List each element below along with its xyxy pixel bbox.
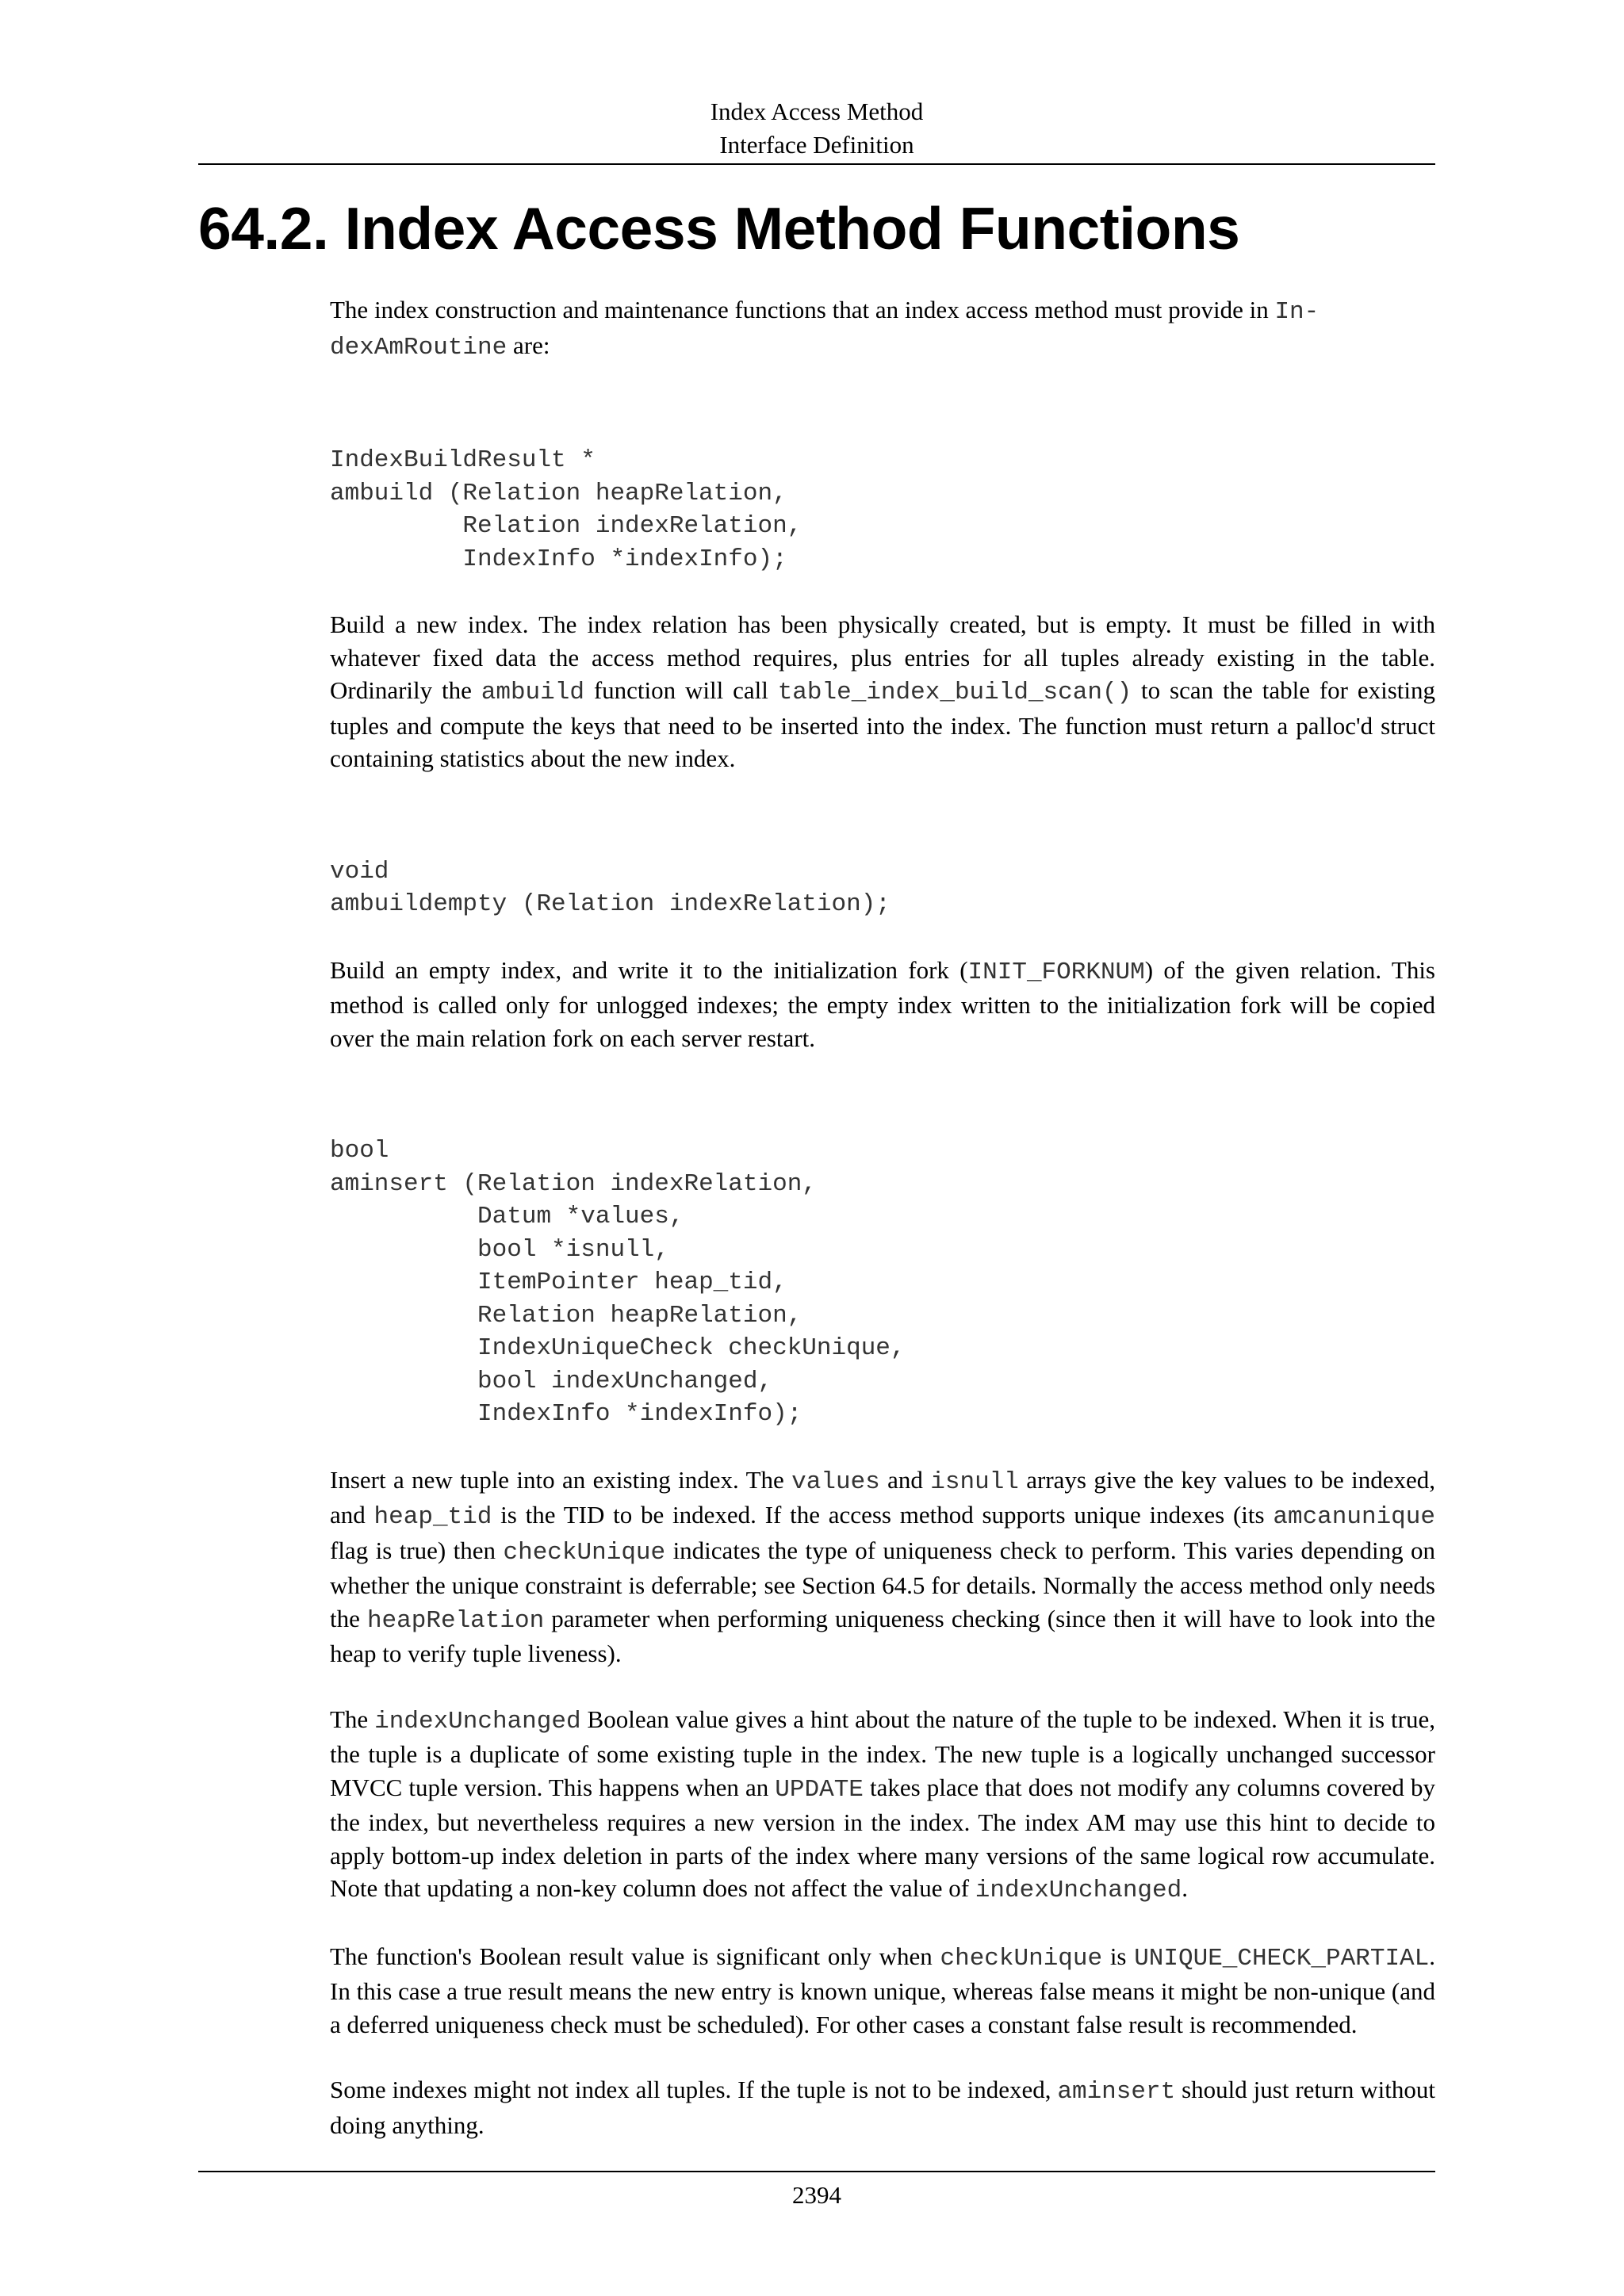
ambuild-synopsis: IndexBuildResult * ambuild (Relation heapRelation, Relation indexRelation, IndexInfo *indexInfo); [330,446,802,573]
intro-paragraph: The index construction and maintenance functions that an index access method must provide in In- dexAmRoutine are: [330,296,1320,362]
running-header [198,95,1435,162]
header-rule [198,163,1435,165]
result-value-paragraph: The function's Boolean result value is significant only when checkUnique is UNIQUE_CHECK_PARTIAL. In this case a true result means the new entry is known unique, whereas false means it might be non-unique (and a deferred uniqueness check must be scheduled). For other cases a constant false result is recommended. [330,1942,1435,2038]
aminsert-description: Insert a new tuple into an existing index. The values and isnull arrays give the key values to be indexed, and heap_tid is the TID to be indexed. If the access method supports unique indexes (its amcanunique flag is true) then checkUnique indicates the type of uniqueness check to perform. This varies depending on whether the unique constraint is deferrable; see Section 64.5 for details. Normally the access method only needs the heapRelation parameter when performing uniqueness checking (since then it will have to look into the heap to verify tuple liveness). [330,1465,1436,1667]
section-title: 64.2. Index Access Method Functions [198,195,1240,262]
ambuildempty-synopsis: void ambuildempty (Relation indexRelation); [330,857,891,918]
page-number: 2394 [792,2181,841,2209]
footer-rule [198,2171,1435,2172]
running-header-section: Interface Definition [719,131,914,159]
running-header-chapter: Index Access Method [710,98,924,125]
section-body [330,293,1435,2174]
aminsert-synopsis: bool aminsert (Relation indexRelation, Datum *values, bool *isnull, ItemPointer heap_tid, Relation heapRelation, IndexUniqueCheck checkUnique, bool indexUnchanged, IndexInfo *indexInfo); [330,1137,906,1428]
skip-tuples-paragraph: Some indexes might not index all tuples. If the tuple is not to be indexed, aminsert should just return without doing anything. [330,2076,1435,2139]
index-unchanged-paragraph: The indexUnchanged Boolean value gives a hint about the nature of the tuple to be indexed. When it is true, the tuple is a duplicate of some existing tuple in the index. The new tuple is a logically unchanged successor MVCC tuple version. This happens when an UPDATE takes place that does not modify any columns covered by the index, but nevertheless requires a new version in the index. The index AM may use this hint to decide to apply bottom-up index deletion in parts of the index where many versions of the same logical row accumulate. Note that updating a non-key column does not affect the value of indexUnchanged. [330,1705,1435,1904]
ambuild-description: Build a new index. The index relation has been physically created, but is empty. It must be filled in with whatever fixed data the access method requires, plus entries for all tuples already existing in the table. Ordinarily the ambuild function will call table_index_build_scan() to scan the table for existing tuples and compute the keys that need to be inserted into the index. The function must return a palloc'd struct containing statistics about the new index. [330,610,1435,772]
ambuildempty-description: Build an empty index, and write it to the initialization fork (INIT_FORKNUM) of the given relation. This method is called only for unlogged indexes; the empty index written to the initialization fork will be copied over the main relation fork on each server restart. [330,955,1435,1052]
